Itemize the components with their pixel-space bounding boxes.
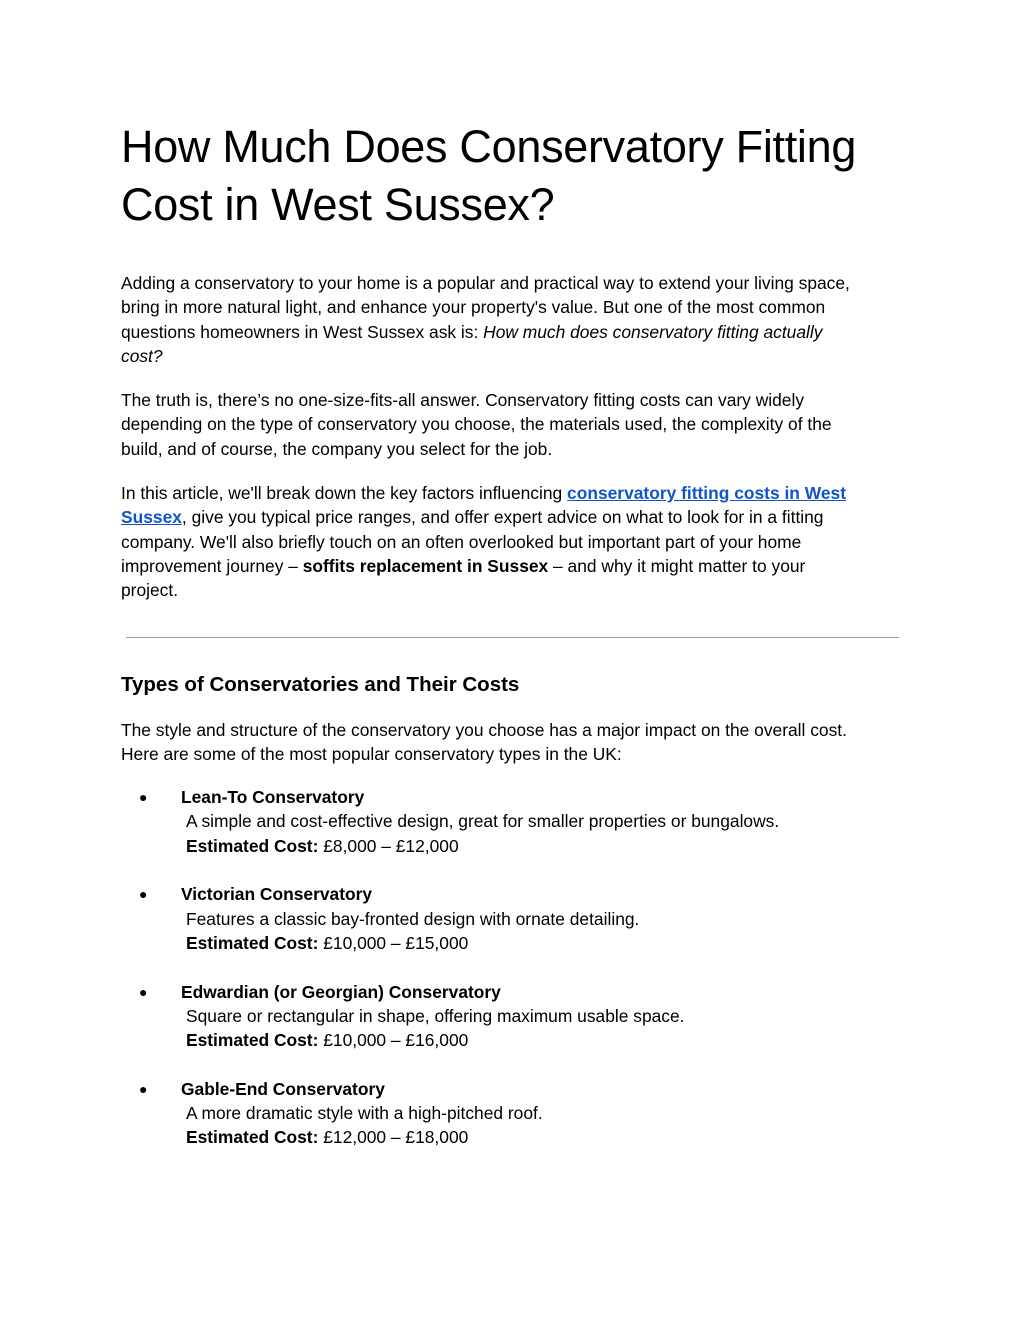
type-name: Lean-To Conservatory xyxy=(181,787,365,808)
type-name: Edwardian (or Georgian) Conservatory xyxy=(181,981,501,1002)
type-description: A simple and cost-effective design, great for smaller properties or bungalows. xyxy=(186,811,780,832)
cost-value: £12,000 – £18,000 xyxy=(318,1127,469,1148)
bullet-icon: ● xyxy=(139,789,148,806)
text-line xyxy=(121,505,901,529)
document-page xyxy=(121,118,901,1174)
cost-label: Estimated Cost: xyxy=(186,835,319,856)
section-intro-paragraph xyxy=(121,718,901,767)
type-cost xyxy=(181,1125,901,1149)
text-line xyxy=(121,344,901,368)
type-name: Victorian Conservatory xyxy=(181,884,373,905)
type-name: Gable-End Conservatory xyxy=(181,1078,385,1099)
text-span: improvement journey – xyxy=(121,555,303,576)
conservatory-costs-link-continued[interactable]: Sussex xyxy=(121,507,182,528)
truth-paragraph xyxy=(121,388,901,461)
type-description: A more dramatic style with a high-pitched roof. xyxy=(186,1103,543,1124)
list-item xyxy=(121,882,901,955)
text-line: Here are some of the most popular conservatory types in the UK: xyxy=(121,743,622,764)
type-description: Square or rectangular in shape, offering maximum usable space. xyxy=(186,1005,685,1026)
text-line: company. We'll also briefly touch on an often overlooked but important part of your home xyxy=(121,531,802,552)
text-line: bring in more natural light, and enhance your property's value. But one of the most common xyxy=(121,297,826,318)
bullet-icon: ● xyxy=(139,983,148,1000)
text-line: The style and structure of the conservatory you choose has a major impact on the overall cost. xyxy=(121,719,847,740)
cost-value: £10,000 – £15,000 xyxy=(318,932,469,953)
type-cost xyxy=(181,834,901,858)
type-description: Features a classic bay-fronted design with ornate detailing. xyxy=(186,908,640,929)
list-item xyxy=(121,1077,901,1150)
list-item xyxy=(121,980,901,1053)
italic-question: cost? xyxy=(121,345,163,366)
text-line xyxy=(121,481,901,505)
type-cost xyxy=(181,931,901,955)
text-line: build, and of course, the company you select for the job. xyxy=(121,438,553,459)
text-span: In this article, we'll break down the key factors influencing xyxy=(121,483,568,504)
conservatory-costs-link[interactable]: conservatory fitting costs in West xyxy=(567,483,847,504)
title-line: Cost in West Sussex? xyxy=(121,179,555,230)
text-line xyxy=(121,320,901,344)
scope-paragraph xyxy=(121,481,901,602)
cost-label: Estimated Cost: xyxy=(186,1030,319,1051)
page-title xyxy=(121,118,901,234)
bullet-icon: ● xyxy=(139,886,148,903)
text-span: – and why it might matter to your xyxy=(548,555,806,576)
text-line: depending on the type of conservatory you choose, the materials used, the complexity of the xyxy=(121,414,832,435)
soffits-emphasis: soffits replacement in Sussex xyxy=(302,555,549,576)
title-line: How Much Does Conservatory Fitting xyxy=(121,121,857,172)
cost-label: Estimated Cost: xyxy=(186,1127,319,1148)
italic-question: How much does conservatory fitting actually xyxy=(483,321,823,342)
horizontal-divider xyxy=(126,637,899,638)
intro-paragraph xyxy=(121,271,901,368)
cost-label: Estimated Cost: xyxy=(186,932,319,953)
conservatory-types-list xyxy=(121,785,901,1149)
text-line: Adding a conservatory to your home is a popular and practical way to extend your living space, xyxy=(121,273,850,293)
section-heading: Types of Conservatories and Their Costs xyxy=(121,672,520,696)
text-span: questions homeowners in West Sussex ask is: xyxy=(121,321,484,342)
bullet-icon: ● xyxy=(139,1080,148,1097)
text-line: The truth is, there’s no one-size-fits-all answer. Conservatory fitting costs can vary widely xyxy=(121,390,805,411)
cost-value: £10,000 – £16,000 xyxy=(318,1030,469,1051)
type-cost xyxy=(181,1028,901,1052)
text-line xyxy=(121,554,901,578)
text-span: , give you typical price ranges, and offer expert advice on what to look for in a fitting xyxy=(181,507,824,528)
cost-value: £8,000 – £12,000 xyxy=(318,835,459,856)
list-item xyxy=(121,785,901,858)
text-line: project. xyxy=(121,580,179,601)
